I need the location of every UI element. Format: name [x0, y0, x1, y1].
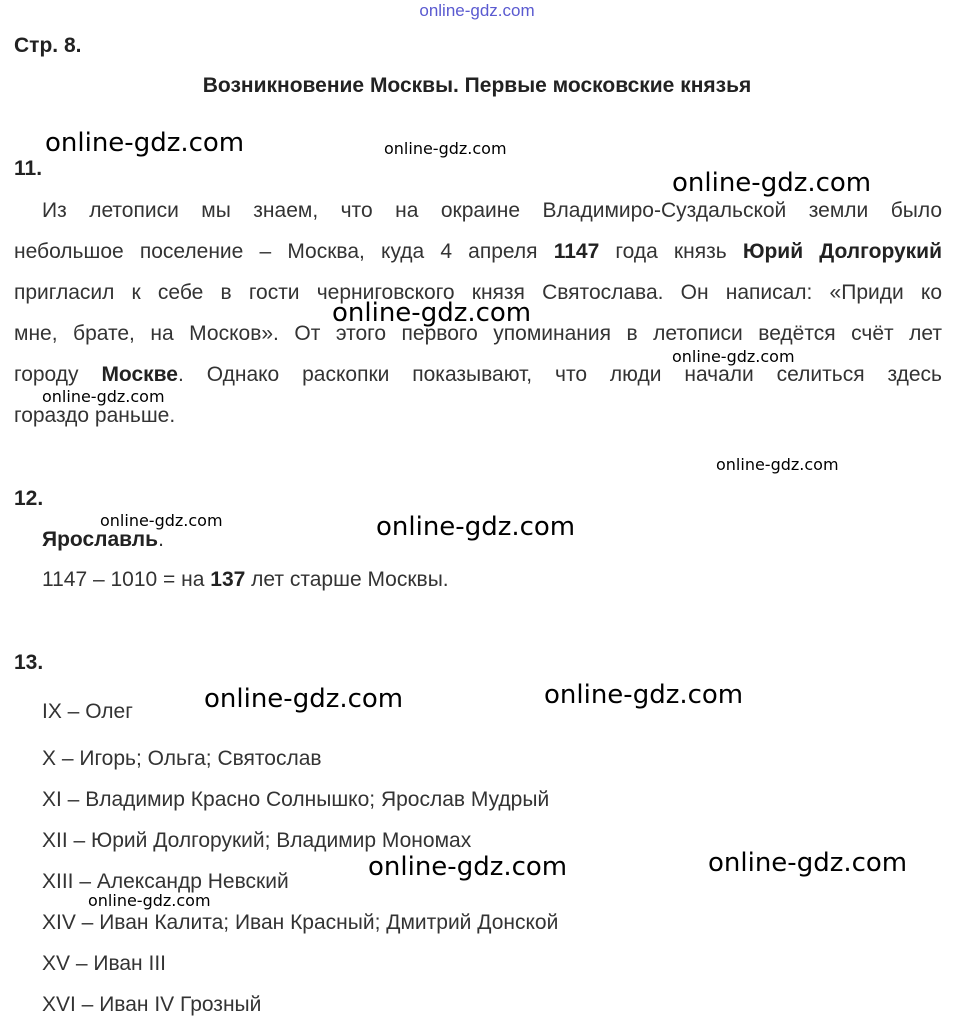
- watermark: online-gdz.com: [544, 680, 744, 710]
- watermark: online-gdz.com: [716, 455, 839, 474]
- task-11-line: мне, брате, на Москов». От этого первого упоминания в летописи ведётся счёт лет: [14, 322, 942, 345]
- section-heading: Возникновение Москвы. Первые московские князья: [202, 74, 752, 97]
- task-11-line: небольшое поселение – Москва, куда 4 апреля 1147 года князь Юрий Долгорукий: [14, 240, 942, 263]
- watermark: online-gdz.com: [45, 128, 245, 158]
- task-12-answer: Ярославль.: [42, 528, 164, 551]
- watermark: online-gdz.com: [376, 512, 576, 542]
- page-reference: Стр. 8.: [14, 34, 82, 57]
- century-item: IX – Олег: [42, 700, 133, 723]
- watermark: online-gdz.com: [42, 387, 165, 406]
- task-11-line: пригласил к себе в гости черниговского князя Святослава. Он написал: «Приди ко: [14, 281, 942, 304]
- century-item: XIII – Александр Невский: [42, 870, 289, 893]
- century-item: X – Игорь; Ольга; Святослав: [42, 747, 322, 770]
- watermark: online-gdz.com: [672, 347, 795, 366]
- watermark: online-gdz.com: [368, 852, 568, 882]
- task-13-number: 13.: [14, 651, 44, 674]
- watermark: online-gdz.com: [708, 848, 908, 878]
- watermark: online-gdz.com: [100, 511, 223, 530]
- watermark: online-gdz.com: [672, 168, 872, 198]
- century-item: XII – Юрий Долгорукий; Владимир Мономах: [42, 829, 472, 852]
- watermark: online-gdz.com: [384, 139, 507, 158]
- watermark: online-gdz.com: [88, 891, 211, 910]
- century-item: XIV – Иван Калита; Иван Красный; Дмитрий Донской: [42, 911, 559, 934]
- task-12-calculation: 1147 – 1010 = на 137 лет старше Москвы.: [42, 568, 449, 591]
- watermark: online-gdz.com: [204, 684, 404, 714]
- century-item: XV – Иван III: [42, 952, 166, 975]
- task-11-line: гораздо раньше.: [14, 404, 176, 427]
- task-11-number: 11.: [14, 157, 43, 180]
- watermark: online-gdz.com: [332, 298, 532, 328]
- task-12-number: 12.: [14, 487, 44, 510]
- watermark-top: online-gdz.com: [419, 1, 535, 20]
- century-item: XVI – Иван IV Грозный: [42, 993, 262, 1016]
- task-11-line: Из летописи мы знаем, что на окраине Владимиро-Суздальской земли было: [42, 199, 942, 222]
- century-item: XI – Владимир Красно Солнышко; Ярослав Мудрый: [42, 788, 550, 811]
- task-11-line: городу Москве. Однако раскопки показывают, что люди начали селиться здесь: [14, 363, 942, 386]
